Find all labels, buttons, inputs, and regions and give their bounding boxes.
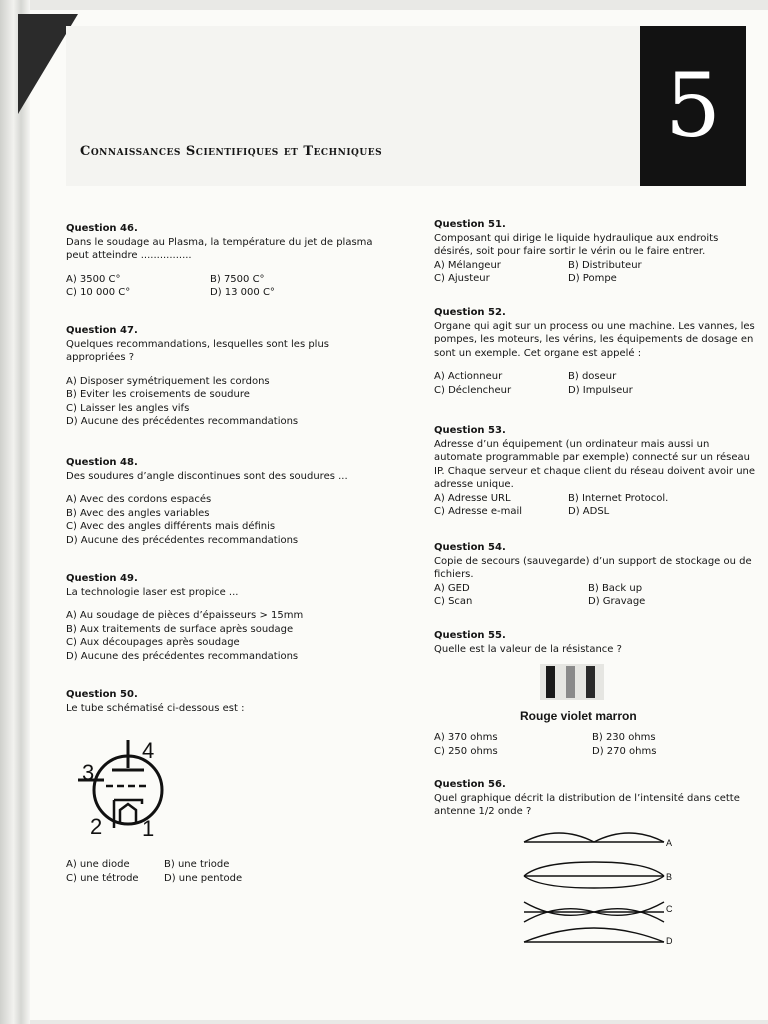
question-title: Question 56.: [434, 779, 506, 790]
graph-a-curve: [524, 833, 664, 842]
chapter-title: Connaissances Scientifiques et Techniques: [80, 144, 383, 159]
question-text: Quelques recommandations, lesquelles sont les plus appropriées ?: [66, 338, 330, 363]
option-c[interactable]: C) Avec des angles différents mais définis: [66, 521, 276, 532]
question-text: Quel graphique décrit la distribution de l’intensité dans cette antenne 1/2 onde ?: [434, 792, 740, 817]
resistor-caption: Rouge violet marron: [520, 709, 637, 723]
option-b[interactable]: B) Eviter les croisements de soudure: [66, 389, 250, 400]
filament: [120, 804, 136, 824]
question-text: Des soudures d’angle discontinues sont des soudures ...: [66, 470, 348, 482]
header-band: [66, 26, 640, 186]
option-d[interactable]: D) Gravage: [588, 596, 646, 607]
answer-options: [66, 609, 386, 663]
graph-label-d: D: [666, 936, 673, 946]
antenna-intensity-graphs: [520, 826, 680, 948]
option-b[interactable]: B) Distributeur: [568, 259, 642, 271]
graph-option-b[interactable]: [524, 862, 672, 888]
answer-options: [66, 493, 386, 547]
band-brown: [586, 666, 595, 698]
question-text: Le tube schématisé ci-dessous est :: [66, 702, 245, 714]
question-48: [66, 456, 386, 547]
graph-b-curve-bottom: [524, 876, 664, 888]
chapter-number: 5: [640, 26, 746, 186]
page-binding: [0, 0, 30, 1024]
answer-options: [66, 375, 386, 429]
band-violet: [566, 666, 575, 698]
question-52: [434, 306, 756, 397]
graph-label-b: B: [666, 872, 673, 882]
option-c[interactable]: C) Adresse e-mail: [434, 506, 523, 517]
option-a[interactable]: A) GED: [434, 582, 470, 594]
question-text: Copie de secours (sauvegarde) d’un support de stockage ou de fichiers.: [434, 555, 752, 580]
option-c[interactable]: C) Ajusteur: [434, 273, 490, 284]
graph-label-a: A: [666, 838, 673, 848]
question-53: [434, 424, 756, 519]
question-title: Question 46.: [66, 223, 138, 234]
question-title: Question 54.: [434, 542, 506, 553]
pin-label-3: 3: [82, 760, 95, 785]
option-d[interactable]: D) Aucune des précédentes recommandations: [66, 650, 299, 662]
option-b[interactable]: B) doseur: [568, 371, 617, 382]
option-a[interactable]: A) Au soudage de pièces d’épaisseurs > 15mm: [66, 610, 304, 621]
question-49: [66, 572, 386, 663]
option-d[interactable]: D) Aucune des précédentes recommandations: [66, 534, 299, 546]
question-text: Dans le soudage au Plasma, la température du jet de plasma peut atteindre ................: [66, 236, 373, 261]
question-50: [66, 688, 386, 715]
answer-options: [66, 858, 366, 885]
graph-option-a[interactable]: [524, 833, 672, 848]
option-a[interactable]: A) Disposer symétriquement les cordons: [66, 375, 270, 387]
graph-label-c: C: [666, 904, 673, 914]
option-d[interactable]: D) 13 000 C°: [210, 287, 275, 298]
question-55-options: [434, 731, 756, 758]
question-title: Question 47.: [66, 325, 138, 336]
option-b[interactable]: B) 230 ohms: [592, 732, 656, 743]
question-title: Question 53.: [434, 425, 506, 436]
question-title: Question 48.: [66, 457, 138, 468]
question-46: [66, 222, 386, 300]
question-title: Question 52.: [434, 307, 506, 318]
option-c[interactable]: C) Laisser les angles vifs: [66, 402, 190, 414]
band-red: [546, 666, 555, 698]
option-d[interactable]: D) Impulseur: [568, 384, 633, 396]
answer-options: [434, 492, 756, 519]
question-text: La technologie laser est propice ...: [66, 586, 239, 598]
question-text: Composant qui dirige le liquide hydraulique aux endroits désirés, soit pour faire sortir le vérin ou le faire entrer.: [434, 232, 719, 257]
answer-options: [434, 370, 756, 397]
answer-options: [434, 731, 756, 758]
question-title: Question 50.: [66, 689, 138, 700]
resistor-color-bands: [540, 664, 604, 700]
option-d[interactable]: D) Aucune des précédentes recommandations: [66, 416, 299, 427]
option-a[interactable]: A) Actionneur: [434, 371, 503, 382]
question-text: Organe qui agit sur un process ou une machine. Les vannes, les pompes, les moteurs, les vérins, les équipements de dosage en sont un exemple. Cet organe est appelé :: [434, 320, 755, 359]
answer-options: [66, 273, 386, 300]
pin-label-4: 4: [142, 738, 155, 763]
option-b[interactable]: B) 7500 C°: [210, 273, 265, 285]
option-b[interactable]: B) Internet Protocol.: [568, 492, 669, 504]
option-d[interactable]: D) Pompe: [568, 273, 617, 284]
pin-label-1: 1: [142, 816, 155, 840]
vacuum-tube-diagram: [76, 736, 176, 840]
question-title: Question 51.: [434, 219, 506, 230]
answer-options: [434, 259, 756, 286]
option-c[interactable]: C) 10 000 C°: [66, 287, 131, 298]
question-text: Quelle est la valeur de la résistance ?: [434, 643, 622, 655]
option-b[interactable]: B) Avec des angles variables: [66, 507, 210, 519]
question-50-options: [66, 858, 366, 885]
graph-c-curve-2: [524, 902, 664, 922]
question-51: [434, 218, 756, 286]
option-b[interactable]: B) Back up: [588, 582, 643, 594]
option-a[interactable]: A) 3500 C°: [66, 273, 121, 285]
option-a[interactable]: A) une diode: [66, 859, 130, 870]
graph-d-curve: [524, 928, 664, 942]
pin-label-2: 2: [90, 814, 103, 839]
question-title: Question 55.: [434, 630, 506, 641]
graph-option-c[interactable]: [524, 902, 673, 922]
option-a[interactable]: A) Adresse URL: [434, 492, 511, 504]
option-a[interactable]: A) Avec des cordons espacés: [66, 494, 212, 505]
question-56: [434, 778, 756, 819]
answer-options: [434, 582, 756, 609]
question-title: Question 49.: [66, 573, 138, 584]
question-55: [434, 629, 756, 656]
option-d[interactable]: D) une pentode: [164, 872, 243, 884]
question-47: [66, 324, 386, 429]
option-a[interactable]: A) Mélangeur: [434, 259, 501, 271]
option-c[interactable]: C) Aux découpages après soudage: [66, 637, 240, 648]
graph-option-d[interactable]: [524, 928, 673, 946]
option-c[interactable]: C) 250 ohms: [434, 745, 498, 757]
graph-b-curve-top: [524, 862, 664, 876]
option-d[interactable]: D) ADSL: [568, 506, 610, 517]
option-d[interactable]: D) 270 ohms: [592, 745, 657, 757]
option-c[interactable]: C) Scan: [434, 596, 473, 607]
option-a[interactable]: A) 370 ohms: [434, 732, 498, 743]
question-text: Adresse d’un équipement (un ordinateur mais aussi un automate programmable par exemple) connecté sur un réseau IP. Chaque serveur et chaque client du réseau doivent avoir une adresse unique.: [434, 438, 756, 490]
option-c[interactable]: C) une tétrode: [66, 872, 139, 884]
option-b[interactable]: B) Aux traitements de surface après soudage: [66, 623, 294, 635]
option-c[interactable]: C) Déclencheur: [434, 384, 512, 396]
question-54: [434, 541, 756, 609]
option-b[interactable]: B) une triode: [164, 859, 230, 870]
